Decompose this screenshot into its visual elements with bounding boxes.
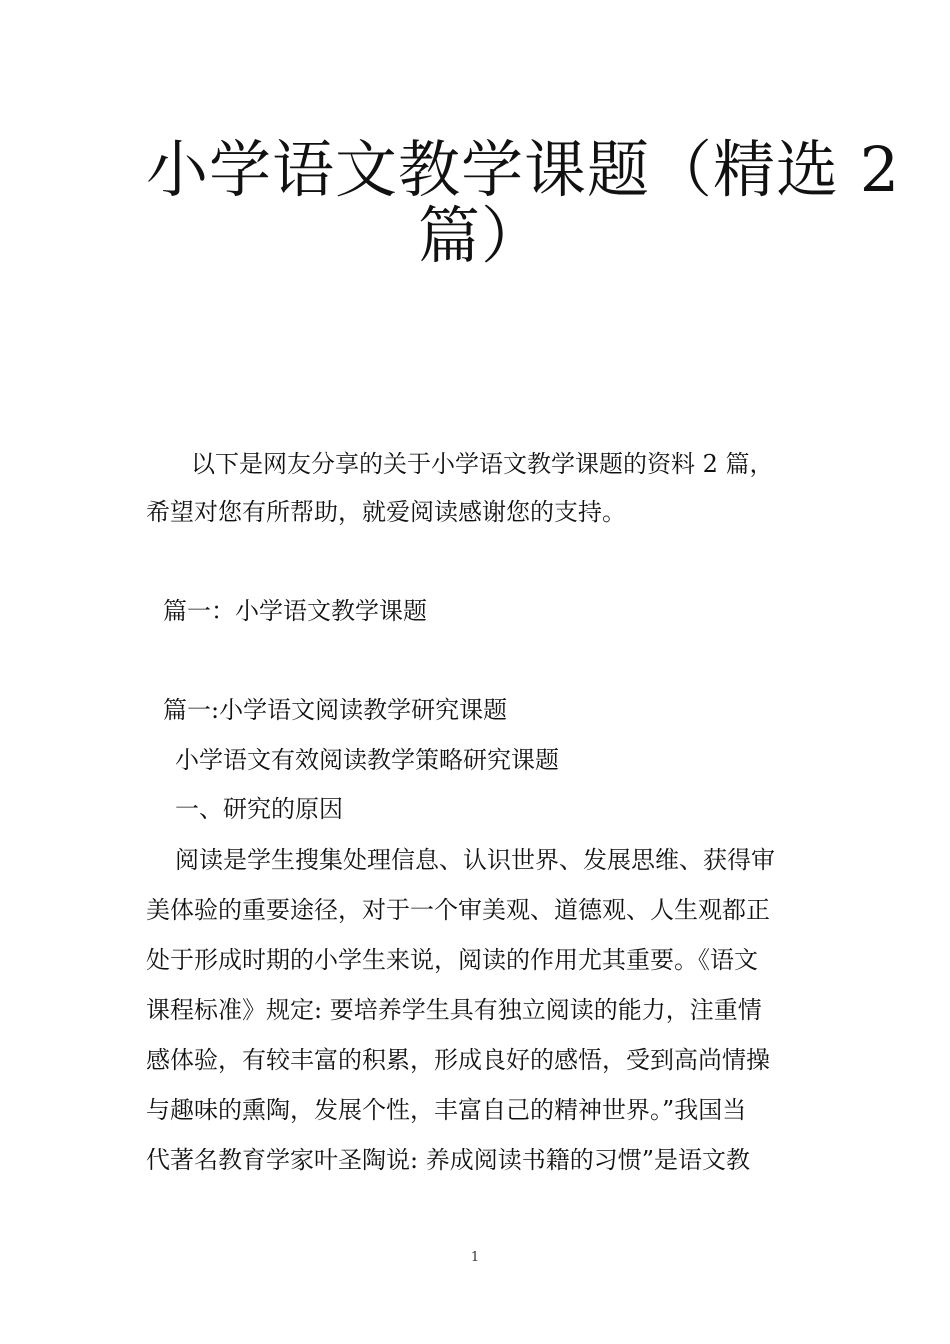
page-number: 1	[470, 1250, 480, 1265]
body-line-2: 美体验的重要途径，对于一个审美观、道德观、人生观都正	[146, 896, 770, 924]
body-line-4: 课程标准》规定: 要培养学生具有独立阅读的能力，注重情	[146, 996, 762, 1024]
body-line-7: 代著名教育学家叶圣陶说: 养成阅读书籍的习惯”是语文教	[146, 1146, 750, 1174]
intro-line-1: 以下是网友分享的关于小学语文教学课题的资料 2 篇，	[191, 450, 774, 478]
intro-line-2: 希望对您有所帮助，就爱阅读感谢您的支持。	[146, 498, 626, 526]
section-heading: 篇一：小学语文教学课题	[163, 597, 427, 625]
part-heading: 一、研究的原因	[175, 795, 343, 823]
subheading: 篇一:小学语文阅读教学研究课题	[163, 696, 508, 724]
body-line-6: 与趣味的熏陶，发展个性，丰富自己的精神世界。”我国当	[146, 1096, 747, 1124]
topic-title: 小学语文有效阅读教学策略研究课题	[175, 746, 559, 774]
body-line-5: 感体验，有较丰富的积累，形成良好的感悟，受到高尚情操	[146, 1046, 770, 1074]
body-line-3: 处于形成时期的小学生来说，阅读的作用尤其重要。《语文	[146, 946, 758, 974]
body-line-1: 阅读是学生搜集处理信息、认识世界、发展思维、获得审	[175, 846, 775, 874]
document-title-line-2: 篇）	[418, 199, 545, 272]
document-title-line-1: 小学语文教学课题（精选 2	[146, 133, 901, 206]
